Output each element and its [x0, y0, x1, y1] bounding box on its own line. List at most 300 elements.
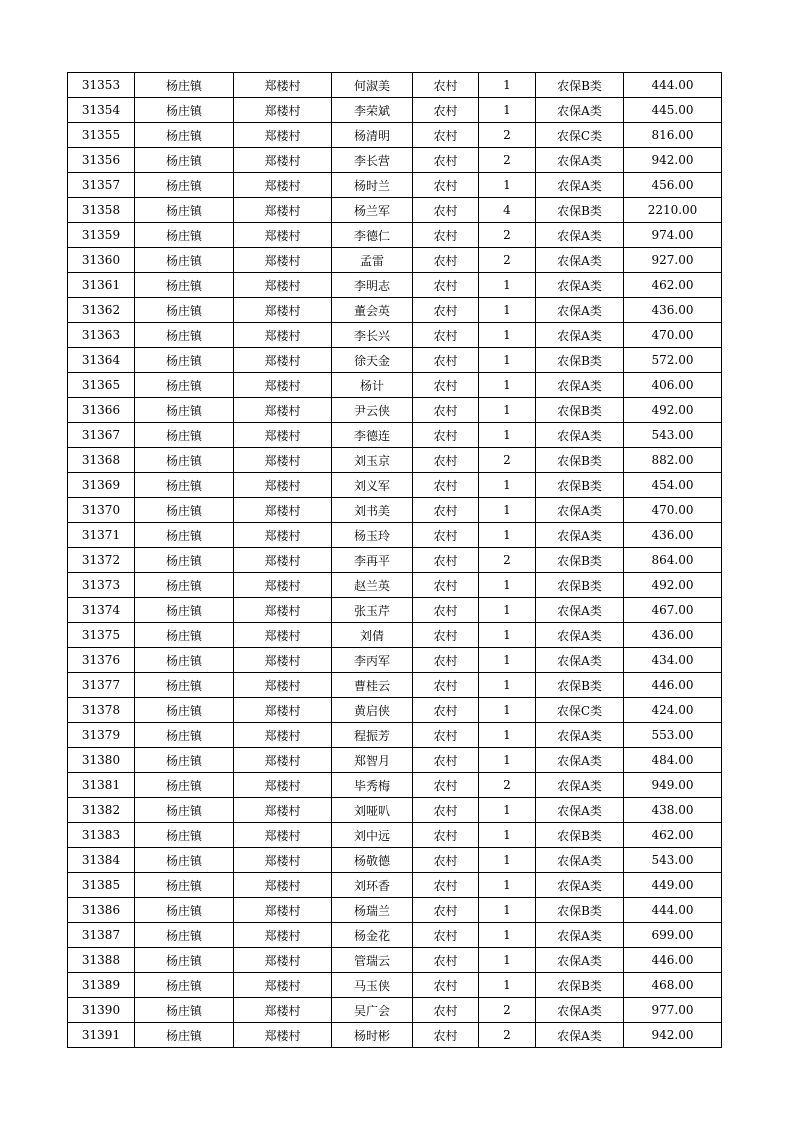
- area-type-cell: 农村: [413, 248, 479, 273]
- name-cell: 吴广会: [332, 998, 413, 1023]
- name-cell: 李长兴: [332, 323, 413, 348]
- table-row: [68, 448, 722, 473]
- category-cell: 农保A类: [536, 523, 624, 548]
- category-cell: 农保A类: [536, 723, 624, 748]
- record-id-cell: 31381: [68, 773, 135, 798]
- town-cell: 杨庄镇: [135, 573, 234, 598]
- area-type-cell: 农村: [413, 398, 479, 423]
- table-row: [68, 723, 722, 748]
- town-cell: 杨庄镇: [135, 73, 234, 98]
- area-type-cell: 农村: [413, 73, 479, 98]
- amount-cell: 436.00: [624, 298, 722, 323]
- household-count-cell: 2: [479, 248, 536, 273]
- name-cell: 郑智月: [332, 748, 413, 773]
- household-count-cell: 1: [479, 923, 536, 948]
- table-row: [68, 298, 722, 323]
- category-cell: 农保B类: [536, 398, 624, 423]
- village-cell: 郑楼村: [234, 173, 332, 198]
- table-row: [68, 148, 722, 173]
- town-cell: 杨庄镇: [135, 748, 234, 773]
- household-count-cell: 1: [479, 898, 536, 923]
- area-type-cell: 农村: [413, 873, 479, 898]
- household-count-cell: 2: [479, 998, 536, 1023]
- table-row: [68, 548, 722, 573]
- village-cell: 郑楼村: [234, 98, 332, 123]
- category-cell: 农保A类: [536, 948, 624, 973]
- name-cell: 李明志: [332, 273, 413, 298]
- household-count-cell: 1: [479, 98, 536, 123]
- town-cell: 杨庄镇: [135, 173, 234, 198]
- household-count-cell: 1: [479, 473, 536, 498]
- category-cell: 农保A类: [536, 623, 624, 648]
- household-count-cell: 2: [479, 123, 536, 148]
- name-cell: 孟雷: [332, 248, 413, 273]
- area-type-cell: 农村: [413, 173, 479, 198]
- household-count-cell: 1: [479, 423, 536, 448]
- category-cell: 农保A类: [536, 773, 624, 798]
- category-cell: 农保B类: [536, 73, 624, 98]
- name-cell: 杨时兰: [332, 173, 413, 198]
- record-id-cell: 31385: [68, 873, 135, 898]
- town-cell: 杨庄镇: [135, 798, 234, 823]
- record-id-cell: 31367: [68, 423, 135, 448]
- area-type-cell: 农村: [413, 548, 479, 573]
- record-id-cell: 31377: [68, 673, 135, 698]
- table-row: [68, 273, 722, 298]
- town-cell: 杨庄镇: [135, 298, 234, 323]
- village-cell: 郑楼村: [234, 598, 332, 623]
- town-cell: 杨庄镇: [135, 398, 234, 423]
- table-row: [68, 648, 722, 673]
- village-cell: 郑楼村: [234, 923, 332, 948]
- area-type-cell: 农村: [413, 298, 479, 323]
- table-row: [68, 673, 722, 698]
- household-count-cell: 1: [479, 348, 536, 373]
- town-cell: 杨庄镇: [135, 123, 234, 148]
- category-cell: 农保B类: [536, 573, 624, 598]
- record-id-cell: 31379: [68, 723, 135, 748]
- name-cell: 李荣斌: [332, 98, 413, 123]
- category-cell: 农保A类: [536, 1023, 624, 1048]
- household-count-cell: 1: [479, 673, 536, 698]
- amount-cell: 424.00: [624, 698, 722, 723]
- household-count-cell: 1: [479, 848, 536, 873]
- household-count-cell: 1: [479, 523, 536, 548]
- household-count-cell: 1: [479, 698, 536, 723]
- town-cell: 杨庄镇: [135, 448, 234, 473]
- table-row: [68, 348, 722, 373]
- category-cell: 农保A类: [536, 323, 624, 348]
- amount-cell: 699.00: [624, 923, 722, 948]
- village-cell: 郑楼村: [234, 373, 332, 398]
- table-row: [68, 498, 722, 523]
- table-row: [68, 823, 722, 848]
- area-type-cell: 农村: [413, 223, 479, 248]
- area-type-cell: 农村: [413, 823, 479, 848]
- name-cell: 李德仁: [332, 223, 413, 248]
- amount-cell: 553.00: [624, 723, 722, 748]
- name-cell: 李德连: [332, 423, 413, 448]
- table-row: [68, 98, 722, 123]
- name-cell: 刘环香: [332, 873, 413, 898]
- town-cell: 杨庄镇: [135, 973, 234, 998]
- village-cell: 郑楼村: [234, 1023, 332, 1048]
- town-cell: 杨庄镇: [135, 423, 234, 448]
- amount-cell: 2210.00: [624, 198, 722, 223]
- amount-cell: 927.00: [624, 248, 722, 273]
- category-cell: 农保B类: [536, 898, 624, 923]
- name-cell: 徐天金: [332, 348, 413, 373]
- area-type-cell: 农村: [413, 348, 479, 373]
- town-cell: 杨庄镇: [135, 873, 234, 898]
- amount-cell: 436.00: [624, 523, 722, 548]
- village-cell: 郑楼村: [234, 623, 332, 648]
- table-row: [68, 773, 722, 798]
- name-cell: 黄启侠: [332, 698, 413, 723]
- name-cell: 李丙军: [332, 648, 413, 673]
- record-id-cell: 31382: [68, 798, 135, 823]
- village-cell: 郑楼村: [234, 548, 332, 573]
- category-cell: 农保B类: [536, 448, 624, 473]
- amount-cell: 434.00: [624, 648, 722, 673]
- table-row: [68, 123, 722, 148]
- area-type-cell: 农村: [413, 923, 479, 948]
- name-cell: 杨玉玲: [332, 523, 413, 548]
- name-cell: 刘义军: [332, 473, 413, 498]
- village-cell: 郑楼村: [234, 673, 332, 698]
- amount-cell: 543.00: [624, 848, 722, 873]
- village-cell: 郑楼村: [234, 273, 332, 298]
- amount-cell: 543.00: [624, 423, 722, 448]
- amount-cell: 468.00: [624, 973, 722, 998]
- table-row: [68, 173, 722, 198]
- amount-cell: 492.00: [624, 573, 722, 598]
- record-id-cell: 31373: [68, 573, 135, 598]
- table-row: [68, 848, 722, 873]
- category-cell: 农保A类: [536, 98, 624, 123]
- household-count-cell: 1: [479, 273, 536, 298]
- town-cell: 杨庄镇: [135, 248, 234, 273]
- category-cell: 农保A类: [536, 873, 624, 898]
- household-count-cell: 1: [479, 373, 536, 398]
- record-id-cell: 31353: [68, 73, 135, 98]
- village-cell: 郑楼村: [234, 798, 332, 823]
- town-cell: 杨庄镇: [135, 673, 234, 698]
- amount-cell: 974.00: [624, 223, 722, 248]
- record-id-cell: 31388: [68, 948, 135, 973]
- record-id-cell: 31368: [68, 448, 135, 473]
- category-cell: 农保A类: [536, 648, 624, 673]
- amount-cell: 977.00: [624, 998, 722, 1023]
- table-row: [68, 373, 722, 398]
- table-row: [68, 598, 722, 623]
- table-row: [68, 423, 722, 448]
- record-id-cell: 31384: [68, 848, 135, 873]
- record-id-cell: 31372: [68, 548, 135, 573]
- town-cell: 杨庄镇: [135, 373, 234, 398]
- village-cell: 郑楼村: [234, 198, 332, 223]
- category-cell: 农保B类: [536, 673, 624, 698]
- village-cell: 郑楼村: [234, 723, 332, 748]
- town-cell: 杨庄镇: [135, 348, 234, 373]
- name-cell: 尹云侠: [332, 398, 413, 423]
- name-cell: 赵兰英: [332, 573, 413, 598]
- record-id-cell: 31370: [68, 498, 135, 523]
- table-row: [68, 698, 722, 723]
- amount-cell: 484.00: [624, 748, 722, 773]
- record-id-cell: 31390: [68, 998, 135, 1023]
- name-cell: 刘哑叭: [332, 798, 413, 823]
- household-count-cell: 2: [479, 1023, 536, 1048]
- village-cell: 郑楼村: [234, 848, 332, 873]
- record-id-cell: 31357: [68, 173, 135, 198]
- town-cell: 杨庄镇: [135, 598, 234, 623]
- area-type-cell: 农村: [413, 498, 479, 523]
- amount-cell: 470.00: [624, 498, 722, 523]
- name-cell: 杨敬德: [332, 848, 413, 873]
- area-type-cell: 农村: [413, 698, 479, 723]
- town-cell: 杨庄镇: [135, 548, 234, 573]
- category-cell: 农保A类: [536, 798, 624, 823]
- town-cell: 杨庄镇: [135, 473, 234, 498]
- amount-cell: 949.00: [624, 773, 722, 798]
- table-row: [68, 248, 722, 273]
- name-cell: 刘玉京: [332, 448, 413, 473]
- category-cell: 农保C类: [536, 698, 624, 723]
- table-row: [68, 198, 722, 223]
- amount-cell: 816.00: [624, 123, 722, 148]
- village-cell: 郑楼村: [234, 998, 332, 1023]
- record-id-cell: 31387: [68, 923, 135, 948]
- household-count-cell: 1: [479, 798, 536, 823]
- amount-cell: 444.00: [624, 898, 722, 923]
- table-row: [68, 473, 722, 498]
- amount-cell: 942.00: [624, 148, 722, 173]
- record-id-cell: 31363: [68, 323, 135, 348]
- town-cell: 杨庄镇: [135, 148, 234, 173]
- amount-cell: 444.00: [624, 73, 722, 98]
- area-type-cell: 农村: [413, 748, 479, 773]
- category-cell: 农保B类: [536, 973, 624, 998]
- name-cell: 刘倩: [332, 623, 413, 648]
- name-cell: 何淑美: [332, 73, 413, 98]
- table-row: [68, 948, 722, 973]
- village-cell: 郑楼村: [234, 473, 332, 498]
- village-cell: 郑楼村: [234, 898, 332, 923]
- amount-cell: 445.00: [624, 98, 722, 123]
- record-id-cell: 31378: [68, 698, 135, 723]
- area-type-cell: 农村: [413, 148, 479, 173]
- town-cell: 杨庄镇: [135, 523, 234, 548]
- village-cell: 郑楼村: [234, 748, 332, 773]
- household-count-cell: 1: [479, 623, 536, 648]
- record-id-cell: 31364: [68, 348, 135, 373]
- household-count-cell: 1: [479, 323, 536, 348]
- amount-cell: 864.00: [624, 548, 722, 573]
- area-type-cell: 农村: [413, 723, 479, 748]
- area-type-cell: 农村: [413, 373, 479, 398]
- name-cell: 李长营: [332, 148, 413, 173]
- household-count-cell: 2: [479, 223, 536, 248]
- name-cell: 李再平: [332, 548, 413, 573]
- record-id-cell: 31356: [68, 148, 135, 173]
- category-cell: 农保A类: [536, 223, 624, 248]
- amount-cell: 470.00: [624, 323, 722, 348]
- area-type-cell: 农村: [413, 123, 479, 148]
- name-cell: 刘中远: [332, 823, 413, 848]
- category-cell: 农保A类: [536, 248, 624, 273]
- area-type-cell: 农村: [413, 323, 479, 348]
- town-cell: 杨庄镇: [135, 623, 234, 648]
- table-row: [68, 923, 722, 948]
- town-cell: 杨庄镇: [135, 698, 234, 723]
- record-id-cell: 31380: [68, 748, 135, 773]
- household-count-cell: 1: [479, 973, 536, 998]
- category-cell: 农保B类: [536, 348, 624, 373]
- category-cell: 农保A类: [536, 598, 624, 623]
- town-cell: 杨庄镇: [135, 723, 234, 748]
- area-type-cell: 农村: [413, 448, 479, 473]
- household-count-cell: 1: [479, 948, 536, 973]
- table-row: [68, 323, 722, 348]
- amount-cell: 406.00: [624, 373, 722, 398]
- amount-cell: 882.00: [624, 448, 722, 473]
- town-cell: 杨庄镇: [135, 323, 234, 348]
- household-count-cell: 1: [479, 573, 536, 598]
- table-row: [68, 973, 722, 998]
- amount-cell: 572.00: [624, 348, 722, 373]
- area-type-cell: 农村: [413, 423, 479, 448]
- record-id-cell: 31386: [68, 898, 135, 923]
- name-cell: 董会英: [332, 298, 413, 323]
- record-id-cell: 31375: [68, 623, 135, 648]
- area-type-cell: 农村: [413, 598, 479, 623]
- area-type-cell: 农村: [413, 623, 479, 648]
- table-row: [68, 73, 722, 98]
- area-type-cell: 农村: [413, 198, 479, 223]
- household-count-cell: 2: [479, 773, 536, 798]
- record-id-cell: 31358: [68, 198, 135, 223]
- category-cell: 农保A类: [536, 848, 624, 873]
- record-id-cell: 31374: [68, 598, 135, 623]
- name-cell: 管瑞云: [332, 948, 413, 973]
- area-type-cell: 农村: [413, 898, 479, 923]
- amount-cell: 449.00: [624, 873, 722, 898]
- category-cell: 农保B类: [536, 473, 624, 498]
- category-cell: 农保A类: [536, 373, 624, 398]
- area-type-cell: 农村: [413, 523, 479, 548]
- area-type-cell: 农村: [413, 848, 479, 873]
- area-type-cell: 农村: [413, 273, 479, 298]
- household-count-cell: 4: [479, 198, 536, 223]
- table-row: [68, 623, 722, 648]
- household-count-cell: 2: [479, 548, 536, 573]
- category-cell: 农保A类: [536, 748, 624, 773]
- area-type-cell: 农村: [413, 573, 479, 598]
- village-cell: 郑楼村: [234, 948, 332, 973]
- area-type-cell: 农村: [413, 648, 479, 673]
- table-row: [68, 873, 722, 898]
- town-cell: 杨庄镇: [135, 98, 234, 123]
- amount-cell: 456.00: [624, 173, 722, 198]
- record-id-cell: 31359: [68, 223, 135, 248]
- area-type-cell: 农村: [413, 998, 479, 1023]
- category-cell: 农保B类: [536, 198, 624, 223]
- name-cell: 杨兰军: [332, 198, 413, 223]
- village-cell: 郑楼村: [234, 223, 332, 248]
- household-count-cell: 1: [479, 648, 536, 673]
- table-row: [68, 748, 722, 773]
- amount-cell: 446.00: [624, 673, 722, 698]
- record-id-cell: 31383: [68, 823, 135, 848]
- table-row: [68, 798, 722, 823]
- household-count-cell: 1: [479, 298, 536, 323]
- name-cell: 毕秀梅: [332, 773, 413, 798]
- village-cell: 郑楼村: [234, 423, 332, 448]
- village-cell: 郑楼村: [234, 298, 332, 323]
- town-cell: 杨庄镇: [135, 898, 234, 923]
- town-cell: 杨庄镇: [135, 923, 234, 948]
- category-cell: 农保B类: [536, 823, 624, 848]
- area-type-cell: 农村: [413, 673, 479, 698]
- amount-cell: 462.00: [624, 823, 722, 848]
- household-count-cell: 1: [479, 498, 536, 523]
- town-cell: 杨庄镇: [135, 848, 234, 873]
- amount-cell: 436.00: [624, 623, 722, 648]
- name-cell: 杨瑞兰: [332, 898, 413, 923]
- household-count-cell: 2: [479, 448, 536, 473]
- record-id-cell: 31360: [68, 248, 135, 273]
- village-cell: 郑楼村: [234, 398, 332, 423]
- area-type-cell: 农村: [413, 773, 479, 798]
- record-id-cell: 31391: [68, 1023, 135, 1048]
- village-cell: 郑楼村: [234, 773, 332, 798]
- household-count-cell: 1: [479, 723, 536, 748]
- village-cell: 郑楼村: [234, 123, 332, 148]
- amount-cell: 454.00: [624, 473, 722, 498]
- village-cell: 郑楼村: [234, 823, 332, 848]
- name-cell: 曹桂云: [332, 673, 413, 698]
- village-cell: 郑楼村: [234, 448, 332, 473]
- town-cell: 杨庄镇: [135, 948, 234, 973]
- town-cell: 杨庄镇: [135, 498, 234, 523]
- area-type-cell: 农村: [413, 798, 479, 823]
- record-id-cell: 31366: [68, 398, 135, 423]
- table-row: [68, 398, 722, 423]
- area-type-cell: 农村: [413, 98, 479, 123]
- name-cell: 程振芳: [332, 723, 413, 748]
- area-type-cell: 农村: [413, 973, 479, 998]
- household-count-cell: 2: [479, 148, 536, 173]
- village-cell: 郑楼村: [234, 973, 332, 998]
- household-count-cell: 1: [479, 598, 536, 623]
- name-cell: 马玉侠: [332, 973, 413, 998]
- village-cell: 郑楼村: [234, 73, 332, 98]
- category-cell: 农保A类: [536, 173, 624, 198]
- table-row: [68, 898, 722, 923]
- household-count-cell: 1: [479, 823, 536, 848]
- category-cell: 农保A类: [536, 498, 624, 523]
- village-cell: 郑楼村: [234, 523, 332, 548]
- village-cell: 郑楼村: [234, 698, 332, 723]
- area-type-cell: 农村: [413, 473, 479, 498]
- category-cell: 农保B类: [536, 548, 624, 573]
- town-cell: 杨庄镇: [135, 823, 234, 848]
- town-cell: 杨庄镇: [135, 273, 234, 298]
- table-row: [68, 523, 722, 548]
- town-cell: 杨庄镇: [135, 1023, 234, 1048]
- category-cell: 农保C类: [536, 123, 624, 148]
